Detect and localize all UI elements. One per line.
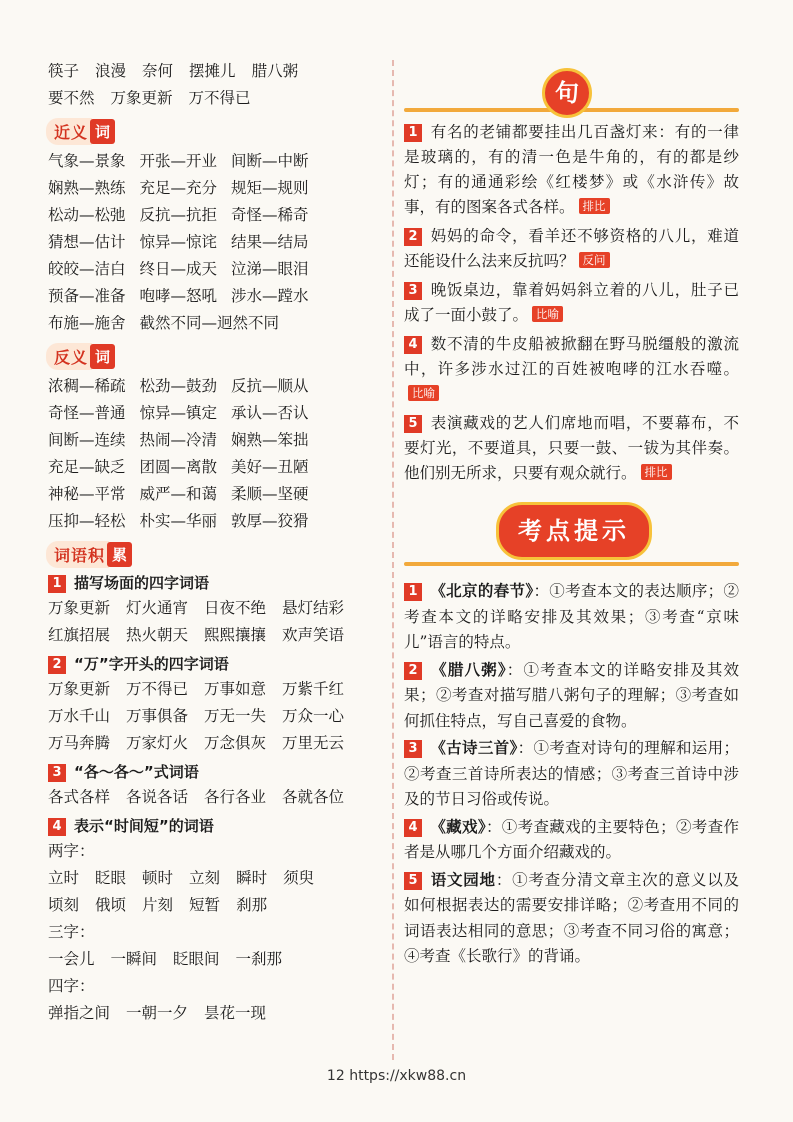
three-char-label: 三字： [48,923,95,941]
word: 各说各话 [126,788,189,806]
group-title-text: 表示“时间短”的词语 [74,817,214,835]
word: 万事如意 [204,680,267,698]
word: 刹那 [236,896,268,914]
item-number: 3 [404,282,422,300]
synonym-pair: 涉水—蹚水 [231,287,309,305]
synonym-row [48,229,378,256]
synonym-pair: 截然不同—迥然不同 [139,314,280,332]
word-row [48,730,378,757]
group-number: 4 [48,818,66,836]
rhetoric-tag: 排比 [579,198,610,214]
sentence-item [404,224,739,274]
sentence-item [404,332,739,407]
item-number: 1 [404,583,422,601]
synonym-row [48,256,378,283]
synonym-pair: 咆哮—怒吼 [139,287,218,305]
synonym-row [48,202,378,229]
synonym-pair: 充足—充分 [139,179,218,197]
word: 万象更新 [48,599,111,617]
accumulation-heading-box: 累 [107,542,132,567]
sentence-text: 有名的老铺都要挂出几百盏灯来：有的一律是玻璃的，有的清一色是牛角的，有的都是纱灯；有的通通彩绘《红楼梦》或《水浒传》故事，有的图案各式各样。 [404,123,739,216]
synonym-row [48,148,378,175]
group-title-text: “各～各～”式词语 [74,763,199,781]
group-title [48,760,378,784]
word: 万不得已 [188,89,251,107]
word: 眨眼间 [173,950,220,968]
word: 立刻 [189,869,221,887]
word: 万事俱备 [126,707,189,725]
word: 日夜不绝 [204,599,267,617]
word: 万象更新 [110,89,173,107]
left-column [48,58,378,1027]
word: 万象更新 [48,680,111,698]
word: 万里无云 [282,734,345,752]
antonym-pair: 神秘—平常 [48,485,126,503]
antonym-pair: 美好—丑陋 [231,458,309,476]
antonym-row [48,427,378,454]
antonym-row [48,454,378,481]
word: 俄顷 [95,896,127,914]
word: 悬灯结彩 [282,599,345,617]
exam-point-head: 《藏戏》 [430,816,486,836]
antonym-row [48,400,378,427]
group-number: 3 [48,764,66,782]
word-row [48,703,378,730]
sentence-item [404,411,739,486]
synonym-pair: 惊异—惊诧 [139,233,218,251]
antonym-pair: 间断—连续 [48,431,126,449]
group-number: 1 [48,575,66,593]
item-number: 2 [404,662,422,680]
word-row [48,865,378,892]
antonyms-heading-box: 词 [90,344,115,369]
word: 一瞬间 [110,950,158,968]
sentence-text: 数不清的牛皮船被掀翻在野马脱缰般的激流中，许多涉水过江的百姓被咆哮的江水吞噬。 [404,335,739,378]
word: 万紫千红 [282,680,345,698]
synonym-pair: 规矩—规则 [231,179,309,197]
exam-points-title: 考点提示 [496,502,652,560]
word: 顷刻 [48,896,80,914]
exam-point-head: 语文园地 [430,869,496,889]
exam-point-text: ：①考查藏戏的主要特色；②考查作者是从哪几个方面介绍藏戏的。 [404,817,739,861]
footer-url[interactable]: https://xkw88.cn [349,1068,467,1084]
word-row [48,622,378,649]
antonym-pair: 敦厚—狡猾 [231,512,309,530]
item-number: 2 [404,228,422,246]
two-char-label: 两字： [48,842,95,860]
synonym-row [48,283,378,310]
word-row [48,676,378,703]
sentences-banner [404,60,739,116]
sentence-text: 晚饭桌边，靠着妈妈斜立着的八儿，肚子已成了一面小鼓了。 [404,281,739,324]
sentence-text: 妈妈的命令，看羊还不够资格的八儿，难道还能设什么法来反抗吗？ [404,227,739,270]
synonym-pair: 反抗—抗拒 [139,206,218,224]
synonym-pair: 猜想—估计 [48,233,126,251]
exam-point [404,867,739,970]
word: 熙熙攘攘 [204,626,267,644]
synonym-pair: 结果—结局 [231,233,309,251]
rhetoric-tag: 比喻 [532,306,563,322]
antonym-pair: 惊异—镇定 [139,404,218,422]
exam-point-text: ：①考查分清文章主次的意义以及如何根据表达的需要安排详略；②考查用不同的词语表达相同的意思；③考查不同习俗的寓意；④考查《长歌行》的背诵。 [404,870,739,965]
word: 万念俱灰 [204,734,267,752]
word: 万马奔腾 [48,734,111,752]
exam-point-head: 《古诗三首》 [430,738,518,757]
sentences-title: 句 [542,68,592,118]
antonyms-heading [46,343,378,369]
synonym-pair: 奇怪—稀奇 [231,206,309,224]
group-number: 2 [48,656,66,674]
word: 红旗招展 [48,626,111,644]
synonym-pair: 娴熟—熟练 [48,179,126,197]
word: 昙花一现 [204,1004,267,1022]
item-number: 4 [404,819,422,837]
item-number: 3 [404,740,422,758]
word: 热火朝天 [126,626,189,644]
synonyms-heading-box: 词 [90,119,115,144]
word-row [48,595,378,622]
word: 各就各位 [282,788,345,806]
rhetoric-tag: 反问 [579,252,610,268]
exam-point-text: ：①考查本文的详略安排及其效果；②考查对描写腊八粥句子的理解；③考查如何抓住特点，写自己喜爱的食物。 [404,660,739,730]
word: 片刻 [142,896,174,914]
synonym-pair: 松动—松弛 [48,206,126,224]
word-row [48,85,378,112]
word: 弹指之间 [48,1004,111,1022]
word: 万家灯火 [126,734,189,752]
group-title [48,652,378,676]
antonym-pair: 娴熟—笨拙 [231,431,309,449]
synonym-pair: 气象—景象 [48,152,126,170]
synonym-pair: 间断—中断 [231,152,309,170]
word-row [48,784,378,811]
word: 欢声笑语 [282,626,345,644]
accumulation-heading-text: 词语积 [46,541,109,568]
word: 一会儿 [48,950,95,968]
group-title [48,571,378,595]
word: 瞬时 [236,869,268,887]
word: 立时 [48,869,80,887]
antonym-row [48,508,378,535]
synonym-pair: 皎皎—洁白 [48,260,126,278]
word: 浪漫 [95,62,127,80]
word: 眨眼 [95,869,127,887]
group-title [48,814,378,838]
antonym-pair: 承认—否认 [231,404,309,422]
word: 各行各业 [204,788,267,806]
column-divider [392,60,394,1060]
right-column [404,60,739,971]
exam-point [404,735,739,813]
group-title-text: 描写场面的四字词语 [74,574,210,592]
word: 万无一失 [204,707,267,725]
word-row [48,1000,378,1027]
word: 奈何 [142,62,174,80]
exam-point-text: ：①考查本文的表达顺序；②考查本文的详略安排及其效果；③考查“京味儿”语言的特点。 [404,582,739,651]
exam-points-banner [404,502,739,578]
synonym-pair: 布施—施舍 [48,314,126,332]
antonym-pair: 松劲—鼓劲 [139,377,218,395]
antonym-row [48,481,378,508]
accumulation-heading [46,541,378,567]
rhetoric-tag: 比喻 [408,385,439,401]
synonym-pair: 终日—成天 [139,260,218,278]
sentence-text: 表演藏戏的艺人们席地而唱，不要幕布，不要灯光，不要道具，只要一鼓、一钹为其伴奏。他们别无所求，只要有观众就行。 [404,414,739,482]
word: 顿时 [142,869,174,887]
antonym-pair: 充足—缺乏 [48,458,126,476]
word: 筷子 [48,62,80,80]
antonym-pair: 压抑—轻松 [48,512,126,530]
antonym-row [48,373,378,400]
rhetoric-tag: 排比 [641,464,672,480]
exam-point-head: 《北京的春节》 [430,581,534,600]
antonym-pair: 奇怪—普通 [48,404,126,422]
page-number: 12 [326,1068,345,1084]
synonym-pair: 泣涕—眼泪 [231,260,309,278]
group-title-text: “万”字开头的四字词语 [74,655,229,673]
word: 万众一心 [282,707,345,725]
word: 灯火通宵 [126,599,189,617]
word: 短暂 [189,896,221,914]
word-row [48,892,378,919]
word-row [48,58,378,85]
synonym-pair: 开张—开业 [139,152,218,170]
sentence-item [404,120,739,220]
exam-point-head: 《腊八粥》 [430,659,507,679]
word-row [48,946,378,973]
word: 腊八粥 [251,62,299,80]
antonym-pair: 柔顺—坚硬 [231,485,309,503]
word: 摆摊儿 [189,62,236,80]
synonym-pair: 预备—准备 [48,287,126,305]
four-char-label: 四字： [48,977,95,995]
word: 须臾 [283,869,315,887]
synonym-row [48,175,378,202]
exam-point [404,814,739,866]
item-number: 4 [404,336,422,354]
word: 万不得已 [126,680,189,698]
exam-point-text: ：①考查对诗句的理解和运用；②考查三首诗所表达的情感；③考查三首诗中涉及的节日习俗或传说。 [404,739,739,808]
antonym-pair: 朴实—华丽 [139,512,218,530]
item-number: 1 [404,124,422,142]
antonym-pair: 浓稠—稀疏 [48,377,126,395]
item-number: 5 [404,872,422,890]
antonym-pair: 热闹—冷清 [139,431,218,449]
word: 一朝一夕 [126,1004,189,1022]
word: 万水千山 [48,707,111,725]
antonym-pair: 反抗—顺从 [231,377,309,395]
exam-point [404,578,739,656]
synonyms-heading-text: 近义 [46,118,92,145]
synonym-row [48,310,378,337]
word: 各式各样 [48,788,111,806]
antonym-pair: 威严—和蔼 [139,485,218,503]
banner-rule [404,562,739,566]
antonym-pair: 团圆—离散 [139,458,218,476]
antonyms-heading-text: 反义 [46,343,92,370]
word: 一刹那 [235,950,283,968]
page-footer [0,1068,793,1084]
exam-point [404,657,739,735]
sentence-item [404,278,739,328]
synonyms-heading [46,118,378,144]
item-number: 5 [404,415,422,433]
word: 要不然 [48,89,95,107]
